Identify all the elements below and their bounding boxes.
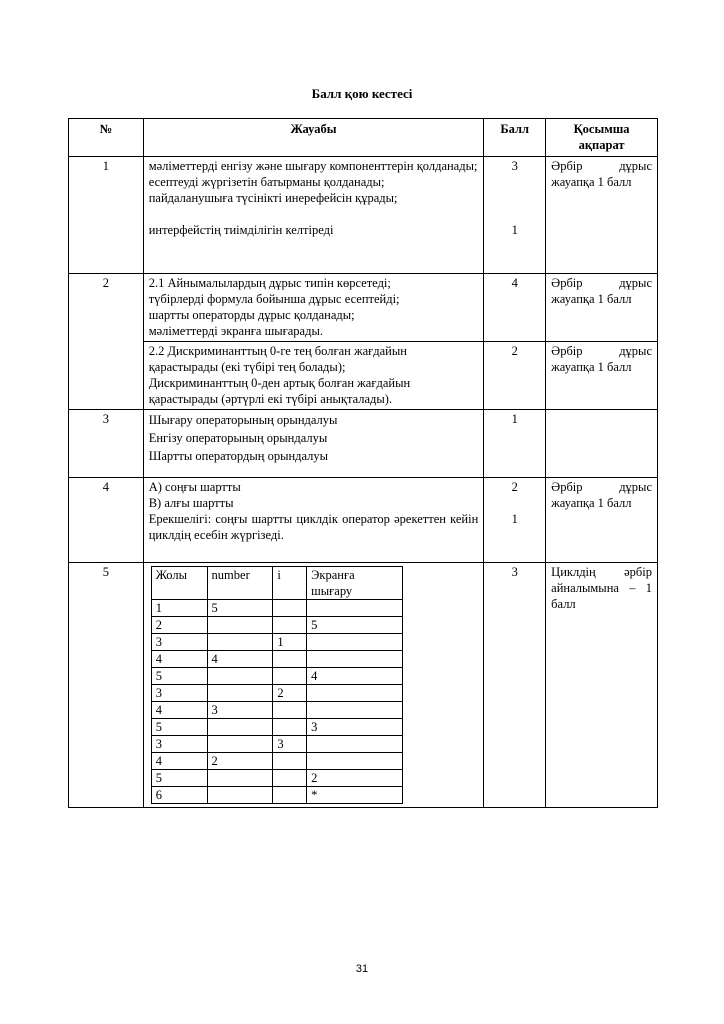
answer-line: Шартты оператордың орындалуы xyxy=(148,449,329,463)
answer-line: В) алғы шартты xyxy=(148,496,234,510)
trace-cell: 5 xyxy=(307,617,403,634)
page-number: 31 xyxy=(355,963,369,975)
table-row xyxy=(69,157,658,274)
score-value: 2 xyxy=(511,480,518,494)
table-row xyxy=(69,410,658,478)
trace-cell: 5 xyxy=(151,770,207,787)
answer-cell xyxy=(143,410,484,478)
trace-cell xyxy=(307,685,403,702)
answer-line: 2.1 Айнымалылардың дұрыс типін көрсетеді; xyxy=(148,276,391,290)
table-row xyxy=(69,342,658,410)
trace-cell xyxy=(307,753,403,770)
trace-cell: 3 xyxy=(273,736,307,753)
trace-cell xyxy=(307,651,403,668)
info-cell: Циклдің әрбір айналымына – 1 балл xyxy=(546,563,658,808)
score-value: 1 xyxy=(511,223,518,237)
answer-line: Енгізу операторының орындалуы xyxy=(148,431,328,445)
trace-row xyxy=(151,651,402,668)
trace-cell xyxy=(207,719,273,736)
info-cell: Әрбір дұрыс жауапқа 1 балл xyxy=(546,274,658,342)
trace-cell: 4 xyxy=(151,702,207,719)
trace-cell xyxy=(207,787,273,804)
answer-line: шартты операторды дұрыс қолданады; xyxy=(148,308,355,322)
answer-line: мәліметтерді экранға шығарады. xyxy=(148,324,323,338)
trace-cell xyxy=(273,668,307,685)
trace-cell: 5 xyxy=(207,600,273,617)
info-cell: Әрбір дұрыс жауапқа 1 балл xyxy=(546,342,658,410)
score-value: 3 xyxy=(511,159,518,173)
trace-body xyxy=(151,600,402,804)
score-table-header xyxy=(69,119,658,157)
trace-cell: 3 xyxy=(207,702,273,719)
trace-cell xyxy=(273,787,307,804)
header-answer: Жауабы xyxy=(143,119,484,157)
trace-cell: 3 xyxy=(307,719,403,736)
answer-cell xyxy=(143,478,484,563)
trace-cell xyxy=(307,702,403,719)
trace-cell: 1 xyxy=(273,634,307,651)
trace-row xyxy=(151,736,402,753)
trace-header-i: i xyxy=(273,567,307,600)
answer-line: А) соңғы шартты xyxy=(148,480,241,494)
table-row xyxy=(69,563,658,808)
trace-cell: 3 xyxy=(151,634,207,651)
trace-cell: 1 xyxy=(151,600,207,617)
trace-cell xyxy=(273,651,307,668)
trace-cell: 5 xyxy=(151,668,207,685)
trace-cell xyxy=(207,617,273,634)
trace-row xyxy=(151,770,402,787)
page-title: Балл қою кестесі xyxy=(311,86,413,101)
header-info: Қосымша ақпарат xyxy=(546,119,658,157)
answer-line: 2.2 Дискриминанттың 0-ге тең болған жағдайын қарастырады (екі түбірі тең болады); xyxy=(148,344,407,374)
score-cell: 3 xyxy=(484,563,546,808)
header-score: Балл xyxy=(484,119,546,157)
trace-cell: 6 xyxy=(151,787,207,804)
score-cell: 2 xyxy=(484,342,546,410)
trace-cell xyxy=(207,770,273,787)
trace-header-line: Жолы xyxy=(151,567,207,600)
trace-cell xyxy=(307,600,403,617)
row-number: 1 xyxy=(69,157,144,274)
trace-cell xyxy=(307,634,403,651)
info-cell: Әрбір дұрыс жауапқа 1 балл xyxy=(546,157,658,274)
answer-cell xyxy=(143,563,484,808)
trace-cell: 4 xyxy=(151,651,207,668)
trace-row xyxy=(151,685,402,702)
info-cell: Әрбір дұрыс жауапқа 1 балл xyxy=(546,478,658,563)
trace-cell: 5 xyxy=(151,719,207,736)
trace-cell: 4 xyxy=(207,651,273,668)
trace-header xyxy=(151,567,402,600)
answer-cell xyxy=(143,157,484,274)
trace-row xyxy=(151,719,402,736)
answer-line: Шығару операторының орындалуы xyxy=(148,413,338,427)
trace-cell xyxy=(273,600,307,617)
table-row xyxy=(69,274,658,342)
trace-cell xyxy=(207,634,273,651)
row-number: 2 xyxy=(69,274,144,410)
trace-cell xyxy=(273,719,307,736)
trace-cell xyxy=(207,668,273,685)
trace-cell: 4 xyxy=(307,668,403,685)
score-cell xyxy=(484,157,546,274)
trace-row xyxy=(151,753,402,770)
score-table xyxy=(68,118,658,808)
trace-cell: 2 xyxy=(273,685,307,702)
answer-line: түбірлерді формула бойынша дұрыс есептейді; xyxy=(148,292,400,306)
score-value: 1 xyxy=(511,512,518,526)
trace-header-output: Экранға шығару xyxy=(307,567,403,600)
trace-row xyxy=(151,600,402,617)
answer-cell xyxy=(143,342,484,410)
trace-row xyxy=(151,634,402,651)
trace-cell xyxy=(207,685,273,702)
answer-line: есептеуді жүргізетін батырманы қолданады; xyxy=(148,175,385,189)
trace-cell xyxy=(273,702,307,719)
trace-cell: 3 xyxy=(151,736,207,753)
score-cell xyxy=(484,478,546,563)
trace-row xyxy=(151,702,402,719)
answer-line: пайдаланушыға түсінікті инерефейсін құрады; xyxy=(148,191,398,205)
info-cell xyxy=(546,410,658,478)
trace-cell xyxy=(273,617,307,634)
trace-row xyxy=(151,787,402,804)
trace-header-number: number xyxy=(207,567,273,600)
trace-row xyxy=(151,668,402,685)
trace-cell: 3 xyxy=(151,685,207,702)
score-cell: 4 xyxy=(484,274,546,342)
trace-cell xyxy=(273,753,307,770)
trace-cell: 2 xyxy=(207,753,273,770)
trace-cell: * xyxy=(307,787,403,804)
answer-line: интерфейстің тиімділігін келтіреді xyxy=(148,223,334,237)
trace-cell: 2 xyxy=(307,770,403,787)
trace-cell xyxy=(273,770,307,787)
trace-cell: 2 xyxy=(151,617,207,634)
trace-row xyxy=(151,617,402,634)
trace-cell: 4 xyxy=(151,753,207,770)
row-number: 5 xyxy=(69,563,144,808)
header-number: № xyxy=(69,119,144,157)
trace-table xyxy=(151,566,403,804)
row-number: 4 xyxy=(69,478,144,563)
row-number: 3 xyxy=(69,410,144,478)
answer-line: Ерекшелігі: соңғы шартты циклдік оператор әрекеттен кейін циклдің есебін жүргізеді. xyxy=(148,512,479,542)
trace-cell xyxy=(207,736,273,753)
answer-line: мәліметтерді енгізу және шығару компоненттерін қолданады; xyxy=(148,159,478,173)
answer-line: Дискриминанттың 0-ден артық болған жағдайын қарастырады (әртүрлі екі түбірі анықталады). xyxy=(148,376,411,406)
answer-cell xyxy=(143,274,484,342)
trace-cell xyxy=(307,736,403,753)
score-cell: 1 xyxy=(484,410,546,478)
table-row xyxy=(69,478,658,563)
